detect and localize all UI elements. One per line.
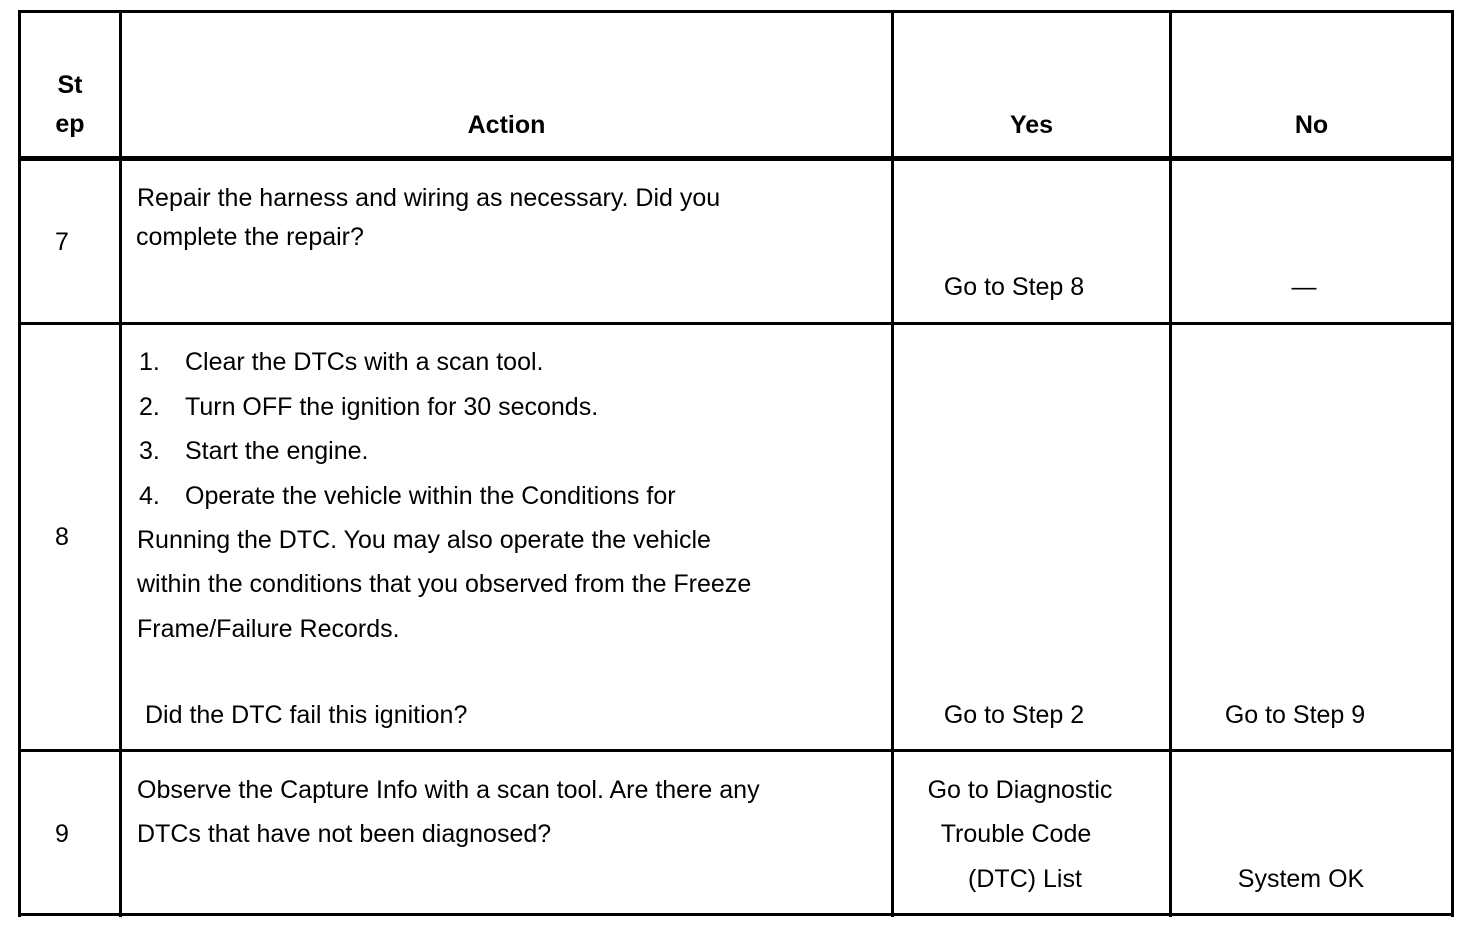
table-border-bottom [18,913,1454,916]
row-9-action-line2: DTCs that have not been diagnosed? [137,820,552,848]
header-step-line1: St [57,71,83,99]
row-8-continuation-line3: Frame/Failure Records. [137,615,400,643]
table-border-left [18,10,21,917]
row-7-action-line2: complete the repair? [136,223,364,251]
table-border-right [1451,10,1454,917]
header-step-line2: ep [55,110,85,138]
header-no: No [1294,111,1329,139]
row-8-step: 8 [55,523,69,551]
row-8-list-item-1-num: 1. [139,348,160,376]
row-9-yes-line1: Go to Diagnostic [927,776,1113,804]
row-8-list-item-2-num: 2. [139,393,160,421]
header-divider [18,156,1454,161]
row-8-list-item-4-num: 4. [139,482,160,510]
row-7-step: 7 [55,228,69,256]
row-8-list-item-3-text: Start the engine. [185,437,369,465]
row-9-step: 9 [55,820,69,848]
header-yes: Yes [1009,111,1054,139]
row-8-question: Did the DTC fail this ignition? [145,701,468,729]
row-divider-8-9 [18,749,1454,752]
row-9-yes-line3: (DTC) List [968,865,1082,893]
row-7-no: — [1291,273,1317,301]
row-9-action-line1: Observe the Capture Info with a scan tool. Are there any [137,776,760,804]
row-7-yes: Go to Step 8 [943,273,1085,301]
row-8-no: Go to Step 9 [1224,701,1366,729]
row-8-yes: Go to Step 2 [943,701,1085,729]
row-8-continuation-line1: Running the DTC. You may also operate the vehicle [137,526,711,554]
row-8-continuation-line2: within the conditions that you observed from the Freeze [137,570,752,598]
row-9-yes-line2: Trouble Code [940,820,1092,848]
row-8-list-item-4-text: Operate the vehicle within the Conditions for [185,482,676,510]
row-7-action-line1: Repair the harness and wiring as necessary. Did you [137,184,721,212]
row-8-list-item-2-text: Turn OFF the ignition for 30 seconds. [185,393,599,421]
row-9-no: System OK [1237,865,1365,893]
column-divider-yes-no [1169,10,1172,917]
header-action: Action [467,111,546,139]
header-step [21,70,119,139]
row-8-list-item-3-num: 3. [139,437,160,465]
row-8-list-item-1-text: Clear the DTCs with a scan tool. [185,348,544,376]
column-divider-step-action [119,10,122,917]
row-divider-7-8 [18,322,1454,325]
table-border-top [18,10,1454,13]
